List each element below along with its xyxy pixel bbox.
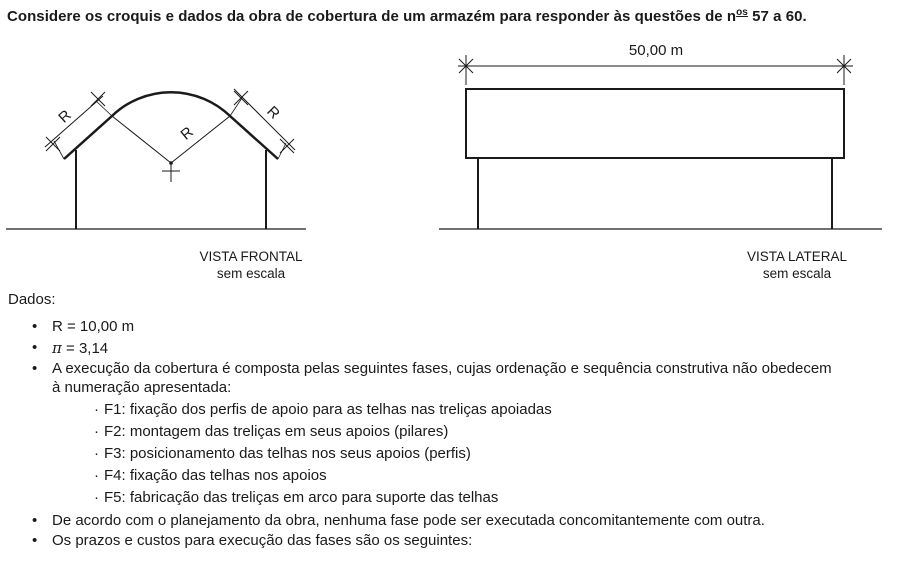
r-value-item: • R = 10,00 m: [30, 318, 832, 337]
front-view-drawing: [6, 89, 306, 229]
phase-f4: · F4: fixação das telhas nos apoios: [94, 467, 832, 486]
side-view-title: VISTA LATERAL: [746, 249, 848, 264]
planning-item: • De acordo com o planejamento da obra, nenhuma fase pode ser executada concomitantemente com outra.: [30, 512, 832, 531]
phase-f1: · F1: fixação dos perfis de apoio para as telhas nas treliças apoiadas: [94, 401, 832, 420]
side-view-caption: [737, 248, 857, 282]
dim-right-ext-a: [230, 98, 242, 116]
data-list: [30, 318, 832, 553]
dim-left-line: [45, 96, 103, 147]
execution-item: [30, 360, 832, 508]
heading-text: Considere os croquis e dados da obra de cobertura de um armazém para responder às questões de n: [7, 8, 737, 25]
label-r-right: R: [263, 102, 284, 123]
execution-line-1: • A execução da cobertura é composta pelas seguintes fases, cujas ordenação e sequência construtiva não obedecem: [52, 360, 832, 377]
front-view-caption: [191, 248, 311, 282]
side-dimension-label: 50,00 m: [628, 42, 684, 59]
phase-f3: · F3: posicionamento das telhas nos seus apoios (perfis): [94, 445, 832, 464]
label-r-center: R: [177, 123, 197, 144]
heading-superscript: os: [736, 7, 748, 18]
front-view-title: VISTA FRONTAL: [199, 249, 303, 264]
side-roof-rectangle: [466, 89, 844, 158]
dim-left-ext-b: [96, 101, 112, 116]
deadlines-item: • Os prazos e custos para execução das fases são os seguintes:: [30, 532, 832, 551]
phase-list: [52, 401, 832, 508]
phase-f2: · F2: montagem das treliças em seus apoios (pilares): [94, 423, 832, 442]
dim-right-line: [234, 89, 295, 150]
pi-value: = 3,14: [61, 339, 109, 357]
center-dot: [169, 161, 173, 165]
radius-line-left: [112, 116, 171, 163]
side-view-scale: sem escala: [762, 266, 832, 281]
side-view-drawing: [439, 55, 882, 229]
front-view-scale: sem escala: [216, 266, 286, 281]
heading-suffix: 57 a 60.: [747, 8, 807, 25]
radius-line-right: [171, 116, 230, 163]
label-r-left: R: [55, 106, 75, 127]
execution-line-2: à numeração apresentada:: [52, 378, 232, 396]
pi-symbol: π: [52, 338, 62, 357]
data-title: Dados:: [8, 291, 56, 308]
pi-value-item: [30, 339, 832, 359]
phase-f5: · F5: fabricação das treliças em arco para suporte das telhas: [94, 489, 832, 508]
